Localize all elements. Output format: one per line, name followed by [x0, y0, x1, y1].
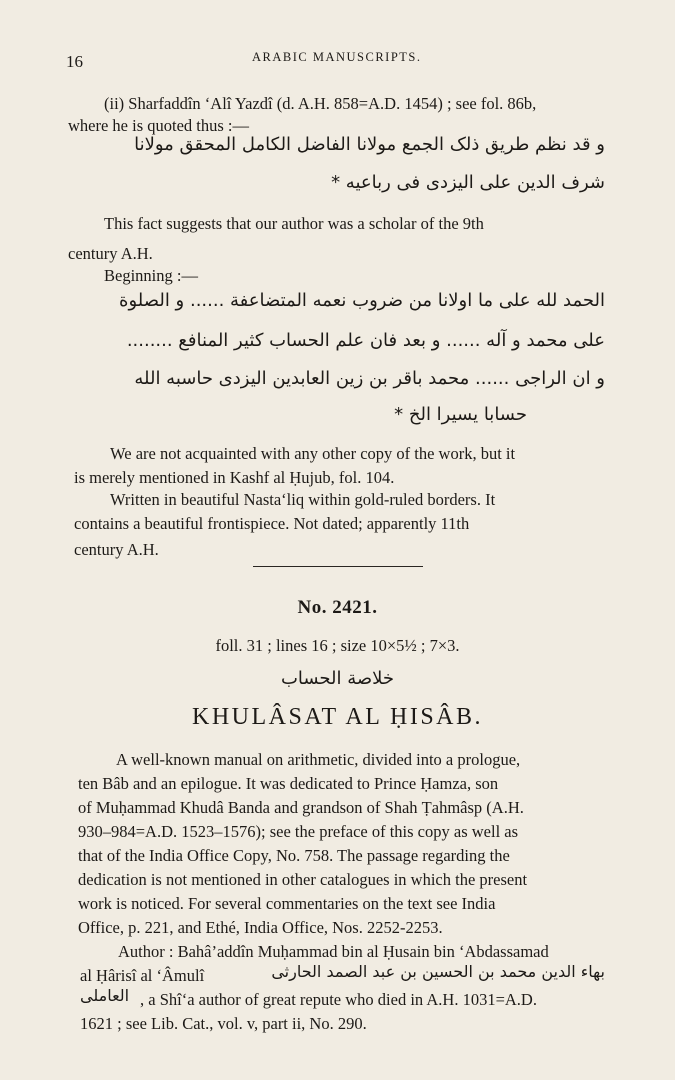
body-line: work is noticed. For several commentaries on the text see India — [78, 894, 496, 913]
author-line: al Ḥârisî al ‘Âmulî — [80, 966, 205, 985]
text-line: We are not acquainted with any other copy of the work, but it — [110, 444, 516, 463]
arabic-line: و قد نظم طریق ذلک الجمع مولانا الفاضل الکامل المحقق مولانا — [134, 134, 605, 155]
text-line: century A.H. — [74, 540, 159, 559]
body-line: dedication is not mentioned in other catalogues in which the present — [78, 870, 528, 889]
author-line: , a Shî‘a author of great repute who died in A.H. 1031=A.D. — [140, 990, 537, 1009]
body-line: Office, p. 221, and Ethé, India Office, Nos. 2252-2253. — [78, 918, 443, 937]
page-number: 16 — [66, 52, 83, 71]
text-line: (ii) Sharfaddîn ‘Alî Yazdî (d. A.H. 858=A.D. 1454) ; see fol. 86b, — [104, 94, 537, 113]
author-arabic: بهاء الدین محمد بن الحسین بن عبد الصمد الحارثی — [271, 962, 605, 981]
arabic-line: حسابا یسیرا الخ * — [394, 404, 527, 425]
text-line: Beginning :— — [104, 266, 198, 285]
section-divider — [253, 566, 423, 567]
author-line: 1621 ; see Lib. Cat., vol. v, part ii, No. 290. — [80, 1014, 367, 1033]
arabic-line: و ان الراجی ...... محمد باقر بن زین العابدین الیزدی حاسبه الله — [134, 368, 605, 389]
body-line: A well-known manual on arithmetic, divided into a prologue, — [116, 750, 521, 769]
arabic-line: علی محمد و آله ...... و بعد فان علم الحساب کثیر المنافع ........ — [126, 330, 605, 351]
text-line: contains a beautiful frontispiece. Not dated; apparently 11th — [74, 514, 470, 533]
arabic-line: شرف الدین علی الیزدی فی رباعیه * — [331, 172, 605, 193]
entry-title: KHULÂSAT AL ḤISÂB. — [191, 704, 484, 730]
arabic-title: خلاصة الحساب — [280, 668, 395, 689]
entry-number: No. 2421. — [297, 597, 378, 618]
author-arabic-nisba: العاملی — [80, 986, 130, 1005]
body-line: 930–984=A.D. 1523–1576); see the preface of this copy as well as — [78, 822, 519, 841]
text-line: Written in beautiful Nasta‘liq within gold-ruled borders. It — [110, 490, 496, 509]
running-title: ARABIC MANUSCRIPTS. — [252, 50, 422, 64]
author-line: Author : Bahâ’addîn Muḥammad bin al Ḥusain bin ‘Abdassamad — [118, 942, 549, 961]
text-line: This fact suggests that our author was a scholar of the 9th — [104, 214, 484, 233]
body-line: that of the India Office Copy, No. 758. The passage regarding the — [78, 846, 510, 865]
text-line: where he is quoted thus :— — [68, 116, 250, 135]
body-line: ten Bâb and an epilogue. It was dedicated to Prince Ḥamza, son — [78, 774, 499, 793]
text-line: century A.H. — [68, 244, 153, 263]
entry-details: foll. 31 ; lines 16 ; size 10×5½ ; 7×3. — [215, 636, 460, 655]
text-line: is merely mentioned in Kashf al Ḥujub, fol. 104. — [74, 468, 395, 487]
body-line: of Muḥammad Khudâ Banda and grandson of Shah Ṭahmâsp (A.H. — [78, 798, 524, 817]
arabic-line: الحمد لله علی ما اولانا من ضروب نعمه المتضاعفة ...... و الصلوة — [119, 290, 605, 311]
